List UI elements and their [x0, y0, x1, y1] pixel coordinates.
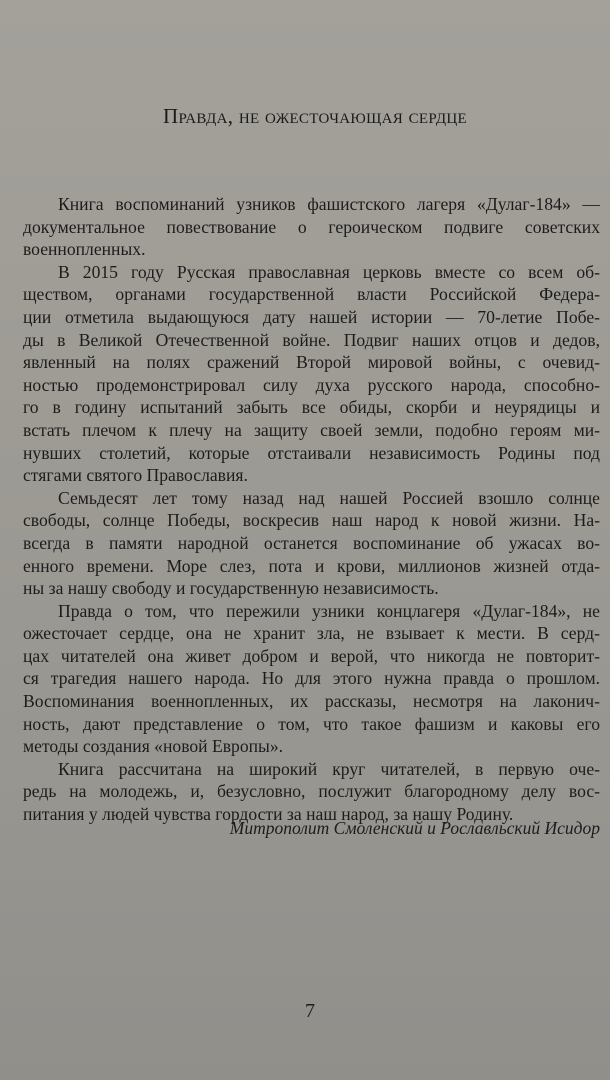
text-line: цах читателей она живет добром и верой, что никогда не повторит- [23, 645, 600, 666]
page-number: 7 [305, 1000, 315, 1022]
paragraph-3 [23, 487, 600, 600]
text-line: всегда в памяти народной останется воспоминание об ужасах во- [23, 532, 600, 553]
text-line: ожесточает сердце, она не хранит зла, не взывает к мести. В серд- [23, 623, 600, 644]
text-line: военнопленных. [23, 239, 146, 260]
text-line: ся трагедия нашего народа. Но для этого нужна правда о прошлом. [23, 668, 600, 689]
text-line: го в годину испытаний забыть все обиды, скорби и неурядицы и [23, 397, 600, 418]
text-line: стягами святого Православия. [23, 465, 248, 486]
text-line: свободы, солнце Победы, воскресив наш народ к новой жизни. На- [23, 510, 600, 531]
text-line: ность, дают представление о том, что такое фашизм и каковы его [23, 713, 600, 734]
text-line: ды в Великой Отечественной войне. Подвиг наших отцов и дедов, [23, 329, 600, 350]
text-line: методы создания «новой Европы». [23, 736, 284, 757]
text-line: документальное повествование о героическом подвиге советских [23, 216, 600, 237]
paragraph-4 [23, 600, 600, 758]
text-line: Книга воспоминаний узников фашистского лагеря «Дулаг-184» — [58, 194, 600, 214]
text-line: ностью продемонстрировал силу духа русского народа, способно- [23, 374, 600, 395]
text-line: питания у людей чувства гордости за наш народ, за нашу Родину. [23, 804, 514, 825]
text-line: ны за нашу свободу и государственную независимость. [23, 578, 439, 599]
text-line: В 2015 году Русская православная церковь вместе со всем об- [58, 261, 600, 282]
text-line: ции отметила выдающуюся дату нашей истории — 70-летие Побе- [23, 306, 600, 327]
text-line: редь на молодежь, и, безусловно, послужит благородному делу вос- [23, 781, 600, 802]
text-line: нувших столетий, которые отстаивали независимость Родины под [23, 442, 600, 463]
author-signature: Митрополит Смоленский и Рославльский Исидор [229, 818, 600, 838]
paragraph-5 [23, 758, 600, 826]
text-line: явленный на полях сражений Второй мировой войны, с очевид- [23, 352, 600, 373]
text-line: Воспоминания военнопленных, их рассказы, несмотря на лаконич- [23, 691, 600, 712]
text-line: енного времени. Море слез, пота и крови, миллионов жизней отда- [23, 555, 600, 576]
page-title: Правда, не ожесточающая сердце [163, 104, 467, 128]
text-line: встать плечом к плечу на защиту своей земли, подобно героям ми- [23, 419, 600, 440]
body-text [23, 193, 600, 826]
text-line: Правда о том, что пережили узники концлагеря «Дулаг-184», не [58, 600, 600, 621]
paragraph-2 [23, 261, 600, 487]
paragraph-1 [23, 193, 600, 261]
text-line: ществом, органами государственной власти Российской Федера- [23, 284, 600, 305]
text-line: Семьдесят лет тому назад над нашей Россией взошло солнце [58, 487, 600, 508]
text-line: Книга рассчитана на широкий круг читателей, в первую оче- [58, 758, 600, 779]
